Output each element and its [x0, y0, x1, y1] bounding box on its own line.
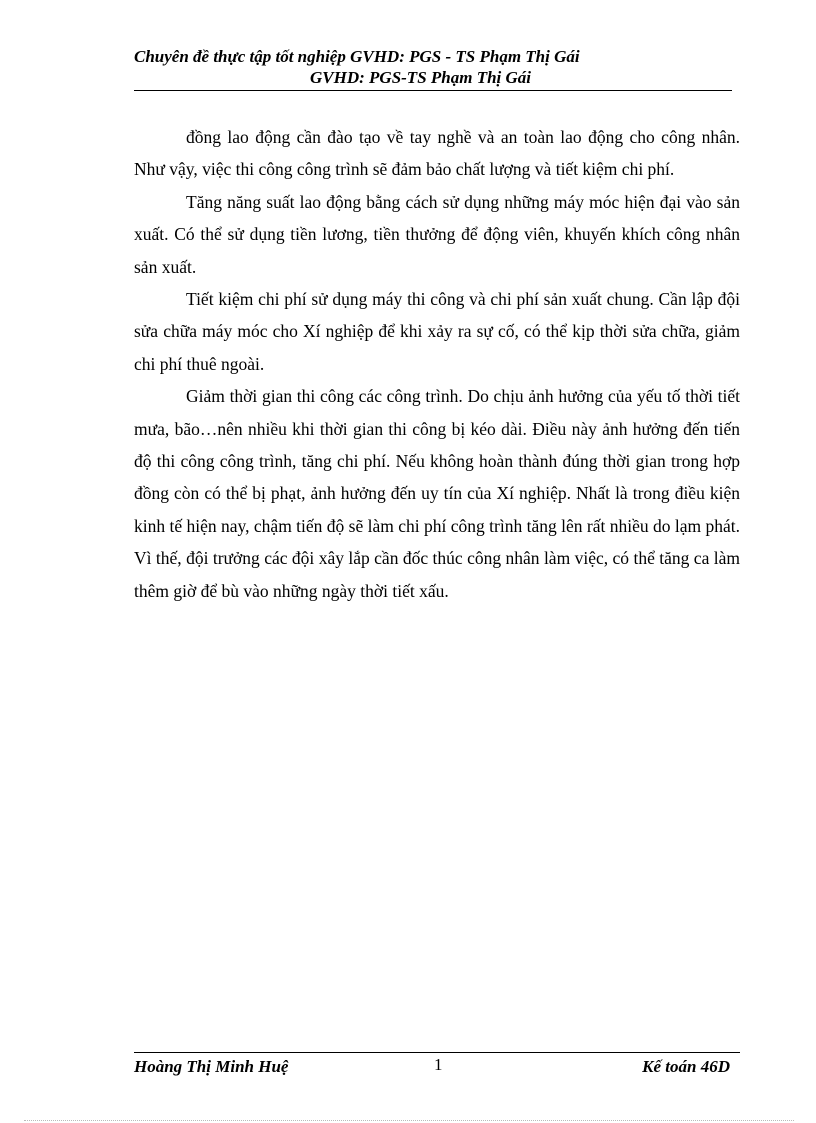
footer-author: Hoàng Thị Minh Huệ	[134, 1057, 289, 1076]
document-body	[134, 121, 740, 607]
page-edge-divider	[24, 1120, 794, 1121]
paragraph: Giảm thời gian thi công các công trình. Do chịu ảnh hưởng của yếu tố thời tiết mưa, bão…nên nhiều khi thời gian thi công bị kéo dài. Điều này ảnh hưởng đến tiến độ thi công công trình, tăng chi phí. Nếu không hoàn thành đúng thời gian trong hợp đồng còn có thể bị phạt, ảnh hưởng đến uy tín của Xí nghiệp. Nhất là trong điều kiện kinh tế hiện nay, chậm tiến độ sẽ làm chi phí công trình tăng lên rất nhiều do lạm phát. Vì thế, đội trưởng các đội xây lắp cần đốc thúc công nhân làm việc, có thể tăng ca làm thêm giờ để bù vào những ngày thời tiết xấu.	[134, 386, 740, 601]
paragraph: Tăng năng suất lao động bằng cách sử dụng những máy móc hiện đại vào sản xuất. Có thể sử dụng tiền lương, tiền thưởng để động viên, khuyến khích công nhân sản xuất.	[134, 191, 740, 277]
page-number: 1	[434, 1055, 443, 1074]
page-footer	[134, 1052, 740, 1083]
page-header	[134, 46, 732, 91]
paragraph: Tiết kiệm chi phí sử dụng máy thi công và chi phí sản xuất chung. Cần lập đội sửa chữa máy móc cho Xí nghiệp để khi xảy ra sự cố, có thể kịp thời sửa chữa, giảm chi phí thuê ngoài.	[134, 289, 740, 374]
paragraph-continuation: đồng lao động cần đào tạo về tay nghề và an toàn lao động cho công nhân. Như vậy, việc thi công công trình sẽ đảm bảo chất lượng và tiết kiệm chi phí.	[134, 127, 740, 180]
footer-class: Kế toán 46D	[642, 1057, 730, 1076]
header-supervisor: GVHD: PGS-TS Phạm Thị Gái	[310, 68, 532, 87]
header-title: Chuyên đề thực tập tốt nghiệp GVHD: PGS - TS Phạm Thị Gái	[134, 47, 580, 66]
